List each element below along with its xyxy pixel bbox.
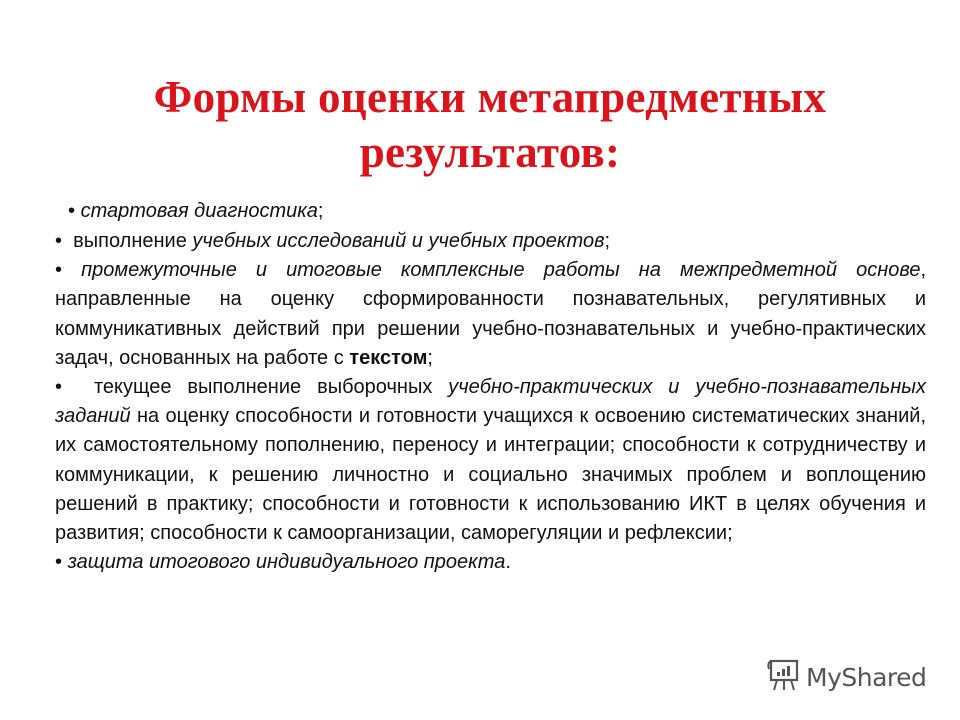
bullet: • <box>55 259 63 282</box>
item-text-italic: учебных исследований и учебных проектов <box>192 230 605 252</box>
item-text-italic: защита итогового индивидуального проекта <box>67 551 506 574</box>
item-text: ; <box>317 200 324 222</box>
title-line-2: результатов: <box>359 127 621 177</box>
bullet: • <box>68 200 76 222</box>
item-text: ; <box>427 346 433 369</box>
presentation-board-icon <box>766 657 800 698</box>
item-text: . <box>505 551 511 574</box>
bullet: • <box>55 551 63 574</box>
myshared-watermark[interactable] <box>766 657 926 698</box>
bullet: • <box>55 230 63 252</box>
title-line-1: Формы оценки метапредметных <box>153 72 827 122</box>
list-item-complex-works <box>55 256 926 373</box>
list-item-project-defense <box>55 548 926 577</box>
item-text: , направленные на оценку сформированности познавательных, регулятивных и коммуникативных действий при решении учебно-познавательных и учебно-практических задач, основанных на работе с <box>55 259 927 369</box>
bullet: • <box>55 376 63 399</box>
slide-title <box>0 70 960 180</box>
assessment-forms-list <box>55 227 926 577</box>
item-text-italic: промежуточные и итоговые комплексные работы на межпредметной основе <box>81 259 921 282</box>
list-item-research-projects <box>55 227 926 256</box>
item-text-italic: учебно-практических и учебно-познавательных заданий <box>55 376 926 428</box>
watermark-text: MyShared <box>806 663 927 692</box>
item-text: выполнение <box>73 230 193 252</box>
item-text-italic: стартовая диагностика <box>80 200 318 222</box>
list-item-current-tasks <box>55 373 926 548</box>
list-item-start-diagnostics <box>68 197 323 226</box>
item-text: на оценку способности и готовности учащихся к освоению систематических знаний, их самостоятельному пополнению, переносу и интеграции; способности к сотрудничеству и коммуникации, к решению личностно и социально значимых проблем и воплощению решений в практику; способности и готовности к использованию ИКТ в целях обучения и развития; способности к самоорганизации, саморегуляции и рефлексии; <box>55 405 926 545</box>
item-text: ; <box>604 230 611 252</box>
item-text-bold: текстом <box>349 346 428 369</box>
item-text: текущее выполнение выборочных <box>93 376 449 399</box>
